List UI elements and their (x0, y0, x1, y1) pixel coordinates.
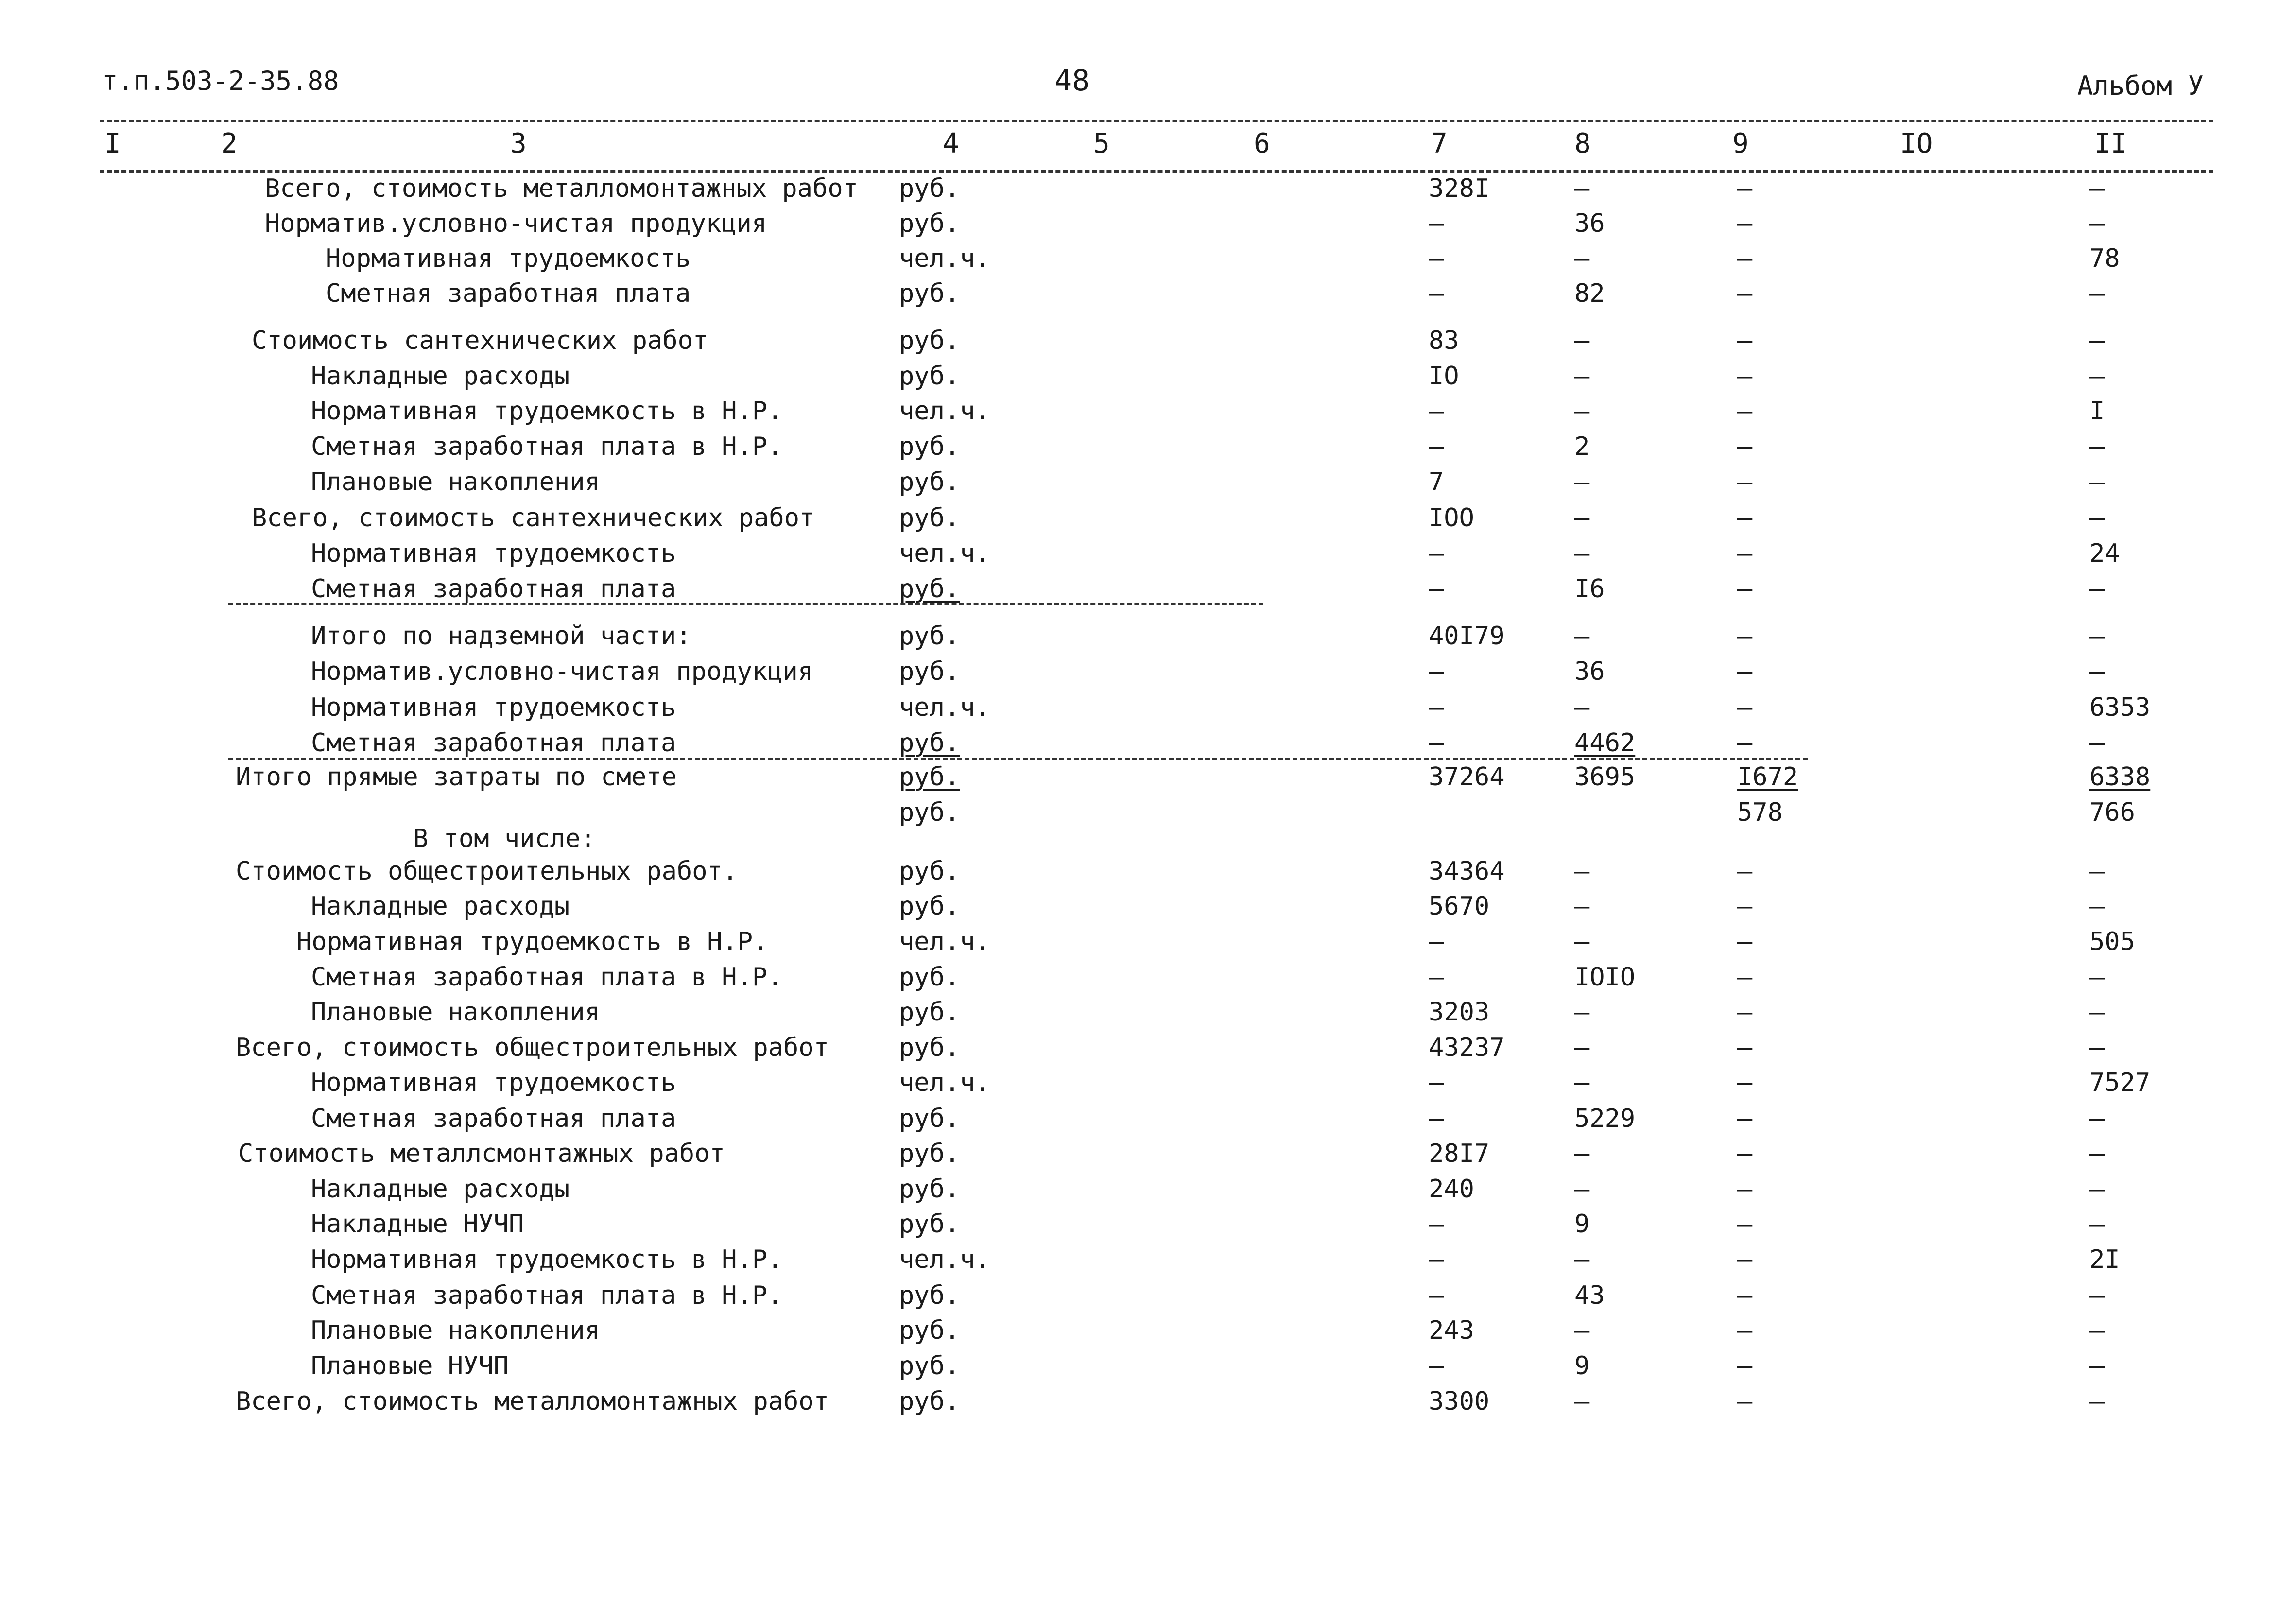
column-header-2: 2 (221, 128, 238, 159)
row-label: Накладные НУЧП (311, 1210, 524, 1239)
row-label: Нормативная трудоемкость (326, 244, 691, 273)
col7-value: – (1429, 397, 1444, 426)
col9-value: – (1737, 998, 1753, 1027)
unit-cell: чел.ч. (899, 244, 990, 273)
col9-value: – (1737, 1175, 1753, 1204)
col8-value: 9 (1574, 1351, 1590, 1381)
row-label: Итого по надземной части: (311, 622, 691, 651)
col9-value: – (1737, 1139, 1753, 1168)
row-label: Плановые накопления (311, 1316, 600, 1345)
col11-value: 6353 (2089, 693, 2151, 722)
col11-value: – (2089, 209, 2105, 238)
unit-cell: руб. (899, 574, 960, 604)
col9-value: – (1737, 1387, 1753, 1416)
col7-value: – (1429, 574, 1444, 604)
col11-value: – (2089, 503, 2105, 533)
col11-value: 7527 (2089, 1068, 2151, 1097)
col7-value: – (1429, 728, 1444, 758)
table-row (0, 894, 2296, 929)
row-label: Всего, стоимость металломонтажных работ (236, 1387, 829, 1416)
row-label: Стоимость металлсмонтажных работ (238, 1139, 725, 1168)
col9-value: – (1737, 892, 1753, 921)
col11-value: – (2089, 467, 2105, 497)
unit-cell: чел.ч. (899, 1068, 990, 1097)
col9-value: – (1737, 326, 1753, 355)
separator-rule (228, 603, 1263, 605)
col8-value: – (1574, 1316, 1590, 1345)
separator-rule (228, 758, 1808, 760)
col7-value: 7 (1429, 467, 1444, 497)
col7-value: 43237 (1429, 1033, 1505, 1062)
col7-value: – (1429, 1281, 1444, 1310)
col11-value: – (2089, 1210, 2105, 1239)
row-label: Плановые накопления (311, 467, 600, 497)
col9-value: – (1737, 1245, 1753, 1274)
col7-value: – (1429, 657, 1444, 686)
unit-cell: чел.ч. (899, 397, 990, 426)
col7-value: – (1429, 693, 1444, 722)
col7-value: 34364 (1429, 857, 1505, 886)
unit-cell: руб. (899, 1351, 960, 1381)
table-row (0, 1389, 2296, 1424)
unit-cell: руб. (899, 1104, 960, 1133)
col8-value: – (1574, 326, 1590, 355)
table-row (0, 398, 2296, 433)
unit-cell: чел.ч. (899, 693, 990, 722)
album-label: Альбом У (2077, 70, 2204, 101)
col7-value: – (1429, 1245, 1444, 1274)
col11-value: 6338 (2089, 762, 2151, 792)
col8-value: I6 (1574, 574, 1605, 604)
row-label: Накладные расходы (311, 1175, 570, 1204)
col9-value: – (1737, 279, 1753, 308)
col8-value: – (1574, 892, 1590, 921)
column-header-1: I (104, 128, 121, 159)
col8-value: – (1574, 857, 1590, 886)
table-row (0, 363, 2296, 398)
table-row (0, 328, 2296, 363)
table-row (0, 211, 2296, 246)
col11-value: – (2089, 657, 2105, 686)
row-label: Плановые НУЧП (311, 1351, 509, 1381)
unit-cell: руб. (899, 209, 960, 238)
unit-cell: руб. (899, 1387, 960, 1416)
col9-value: – (1737, 1104, 1753, 1133)
col11-value: – (2089, 1033, 2105, 1062)
unit-cell: руб. (899, 1175, 960, 1204)
column-header-11: II (2094, 128, 2127, 159)
row-label: Сметная заработная плата в Н.Р. (311, 963, 783, 992)
unit-cell: руб. (899, 279, 960, 308)
table-row (0, 623, 2296, 658)
unit-cell: руб. (899, 657, 960, 686)
unit-cell: руб. (899, 762, 960, 792)
col8-value: 5229 (1574, 1104, 1636, 1133)
col7-value: 328I (1429, 174, 1490, 203)
unit-cell: руб. (899, 998, 960, 1027)
col7-value: – (1429, 1104, 1444, 1133)
col8-value: 4462 (1574, 728, 1636, 758)
table-row (0, 246, 2296, 281)
col8-value: – (1574, 503, 1590, 533)
col8-value: – (1574, 1139, 1590, 1168)
unit-cell: руб. (899, 467, 960, 497)
col8-value: 36 (1574, 209, 1605, 238)
table-row (0, 695, 2296, 730)
table-row (0, 1353, 2296, 1388)
unit-cell: руб. (899, 622, 960, 651)
col11-value: – (2089, 857, 2105, 886)
row-label: Сметная заработная плата (326, 279, 691, 308)
col9-value: – (1737, 362, 1753, 391)
unit-cell: руб. (899, 1033, 960, 1062)
row-label: Всего, стоимость металломонтажных работ (265, 174, 858, 203)
table-row (0, 826, 2296, 861)
col8-value: – (1574, 244, 1590, 273)
table-row (0, 505, 2296, 540)
col8-value: – (1574, 397, 1590, 426)
unit-cell: руб. (899, 432, 960, 461)
column-header-5: 5 (1093, 128, 1110, 159)
row-label: Нормативная трудоемкость в Н.Р. (296, 927, 768, 956)
col11-value: 505 (2089, 927, 2135, 956)
col8-value: IOIO (1574, 963, 1636, 992)
table-row (0, 176, 2296, 211)
col11-value: – (2089, 1387, 2105, 1416)
unit-cell: руб. (899, 174, 960, 203)
column-header-6: 6 (1254, 128, 1270, 159)
row-label: Плановые накопления (311, 998, 600, 1027)
col11-value: – (2089, 1316, 2105, 1345)
table-row (0, 764, 2296, 799)
col11-value: 78 (2089, 244, 2120, 273)
row-label: Всего, стоимость сантехнических работ (252, 503, 815, 533)
col11-value: – (2089, 1351, 2105, 1381)
row-label: Норматив.условно-чистая продукция (265, 209, 767, 238)
table-row (0, 1035, 2296, 1070)
table-row (0, 1176, 2296, 1211)
column-header-8: 8 (1574, 128, 1591, 159)
table-row (0, 929, 2296, 964)
col11-value: – (2089, 574, 2105, 604)
col11-value: – (2089, 1139, 2105, 1168)
row-label: В том числе: (413, 824, 596, 853)
col8-value: – (1574, 362, 1590, 391)
col11-value: – (2089, 362, 2105, 391)
col8-value: – (1574, 467, 1590, 497)
col7-value: 28I7 (1429, 1139, 1490, 1168)
page-number: 48 (1054, 64, 1090, 98)
col8-value: – (1574, 539, 1590, 568)
col8-value: 3695 (1574, 762, 1636, 792)
table-row (0, 1141, 2296, 1176)
col7-value: 240 (1429, 1175, 1474, 1204)
col7-value: 243 (1429, 1316, 1474, 1345)
col9-value: – (1737, 1351, 1753, 1381)
col8-value: – (1574, 927, 1590, 956)
col9-value: – (1737, 467, 1753, 497)
row-label: Сметная заработная плата в Н.Р. (311, 1281, 783, 1310)
col9-value: – (1737, 1210, 1753, 1239)
col7-value: 3300 (1429, 1387, 1490, 1416)
col8-value: – (1574, 622, 1590, 651)
col7-value: – (1429, 1068, 1444, 1097)
col9-value: I672 (1737, 762, 1798, 792)
unit-cell: руб. (899, 963, 960, 992)
col11-value: – (2089, 622, 2105, 651)
column-header-9: 9 (1732, 128, 1749, 159)
column-header-10: IO (1900, 128, 1933, 159)
col7-value: 83 (1429, 326, 1459, 355)
col7-value: 37264 (1429, 762, 1505, 792)
header-bottom-rule (100, 170, 2213, 173)
col8-value: – (1574, 1033, 1590, 1062)
unit-cell: руб. (899, 728, 960, 758)
col9-value: – (1737, 244, 1753, 273)
col11-value: – (2089, 728, 2105, 758)
col9-value: – (1737, 397, 1753, 426)
col7-value: – (1429, 539, 1444, 568)
col11-value: – (2089, 963, 2105, 992)
unit-cell: руб. (899, 326, 960, 355)
col9-value: – (1737, 503, 1753, 533)
unit-cell: руб. (899, 857, 960, 886)
row-label: Накладные расходы (311, 892, 570, 921)
col11-value: – (2089, 892, 2105, 921)
col9-value: – (1737, 174, 1753, 203)
col8-value: 2 (1574, 432, 1590, 461)
col8-value: 36 (1574, 657, 1605, 686)
col9-value: – (1737, 1033, 1753, 1062)
col7-value: – (1429, 1351, 1444, 1381)
row-label: Сметная заработная плата (311, 728, 676, 758)
col11-value: – (2089, 998, 2105, 1027)
col11-value: – (2089, 1281, 2105, 1310)
col8-value: – (1574, 1245, 1590, 1274)
col11-value: – (2089, 1104, 2105, 1133)
unit-cell: чел.ч. (899, 539, 990, 568)
row-label: Всего, стоимость общестроительных работ (236, 1033, 829, 1062)
row-label: Нормативная трудоемкость (311, 1068, 676, 1097)
unit-cell: руб. (899, 1281, 960, 1310)
col9-value: – (1737, 432, 1753, 461)
col8-value: – (1574, 1175, 1590, 1204)
col7-value: – (1429, 279, 1444, 308)
col9-value: – (1737, 657, 1753, 686)
row-label: Стоимость сантехнических работ (252, 326, 708, 355)
unit-cell: руб. (899, 1210, 960, 1239)
col11-value: I (2089, 397, 2105, 426)
col7-value: 5670 (1429, 892, 1490, 921)
header-top-rule (100, 120, 2213, 122)
table-row (0, 659, 2296, 694)
col7-value: – (1429, 927, 1444, 956)
row-label: Сметная заработная плата (311, 574, 676, 604)
row-label: Итого прямые затраты по смете (236, 762, 677, 792)
col9-value: – (1737, 539, 1753, 568)
col11-value: – (2089, 326, 2105, 355)
col11-value: – (2089, 432, 2105, 461)
row-label: Стоимость общестроительных работ. (236, 857, 738, 886)
col9-value: – (1737, 927, 1753, 956)
table-row (0, 1106, 2296, 1141)
row-label: Накладные расходы (311, 362, 570, 391)
col7-value: IO (1429, 362, 1459, 391)
col8-value: – (1574, 1387, 1590, 1416)
table-row (0, 965, 2296, 1000)
col11-value: 2I (2089, 1245, 2120, 1274)
col9-value: – (1737, 1281, 1753, 1310)
unit-cell: руб. (899, 503, 960, 533)
col8-value: – (1574, 1068, 1590, 1097)
col8-value: 82 (1574, 279, 1605, 308)
row-label: Сметная заработная плата в Н.Р. (311, 432, 783, 461)
col7-value: 40I79 (1429, 622, 1505, 651)
col11-value: – (2089, 279, 2105, 308)
column-header-4: 4 (943, 128, 959, 159)
col7-value: – (1429, 432, 1444, 461)
col9-value: – (1737, 1068, 1753, 1097)
row-label: Норматив.условно-чистая продукция (311, 657, 813, 686)
table-row (0, 576, 2296, 611)
row-label: Нормативная трудоемкость (311, 693, 676, 722)
row-label: Нормативная трудоемкость в Н.Р. (311, 1245, 783, 1274)
col7-value: – (1429, 1210, 1444, 1239)
col11-value: 766 (2089, 798, 2135, 827)
col7-value: – (1429, 209, 1444, 238)
col8-value: – (1574, 693, 1590, 722)
row-label: Нормативная трудоемкость (311, 539, 676, 568)
unit-cell: чел.ч. (899, 1245, 990, 1274)
table-row (0, 1211, 2296, 1246)
table-row (0, 1000, 2296, 1035)
column-header-7: 7 (1431, 128, 1448, 159)
col11-value: – (2089, 174, 2105, 203)
col7-value: – (1429, 244, 1444, 273)
col8-value: – (1574, 998, 1590, 1027)
table-row (0, 1318, 2296, 1353)
col8-value: 9 (1574, 1210, 1590, 1239)
col8-value: – (1574, 174, 1590, 203)
unit-cell: руб. (899, 362, 960, 391)
col9-value: – (1737, 857, 1753, 886)
table-row (0, 1283, 2296, 1318)
unit-cell: руб. (899, 798, 960, 827)
column-header-3: 3 (510, 128, 527, 159)
table-row (0, 434, 2296, 469)
table-row (0, 281, 2296, 316)
row-label: Нормативная трудоемкость в Н.Р. (311, 397, 783, 426)
col9-value: – (1737, 693, 1753, 722)
col8-value: 43 (1574, 1281, 1605, 1310)
table-row (0, 1070, 2296, 1105)
col9-value: – (1737, 622, 1753, 651)
table-row (0, 541, 2296, 576)
col9-value: – (1737, 728, 1753, 758)
col11-value: – (2089, 1175, 2105, 1204)
unit-cell: руб. (899, 1316, 960, 1345)
unit-cell: чел.ч. (899, 927, 990, 956)
table-row (0, 859, 2296, 894)
col9-value: – (1737, 963, 1753, 992)
unit-cell: руб. (899, 892, 960, 921)
table-row (0, 1247, 2296, 1282)
col7-value: IOO (1429, 503, 1474, 533)
col9-value: – (1737, 209, 1753, 238)
col9-value: – (1737, 1316, 1753, 1345)
col7-value: 3203 (1429, 998, 1490, 1027)
table-row (0, 469, 2296, 504)
row-label: Сметная заработная плата (311, 1104, 676, 1133)
col11-value: 24 (2089, 539, 2120, 568)
document-code: т.п.503-2-35.88 (102, 66, 339, 96)
col9-value: 578 (1737, 798, 1783, 827)
col7-value: – (1429, 963, 1444, 992)
unit-cell: руб. (899, 1139, 960, 1168)
col9-value: – (1737, 574, 1753, 604)
